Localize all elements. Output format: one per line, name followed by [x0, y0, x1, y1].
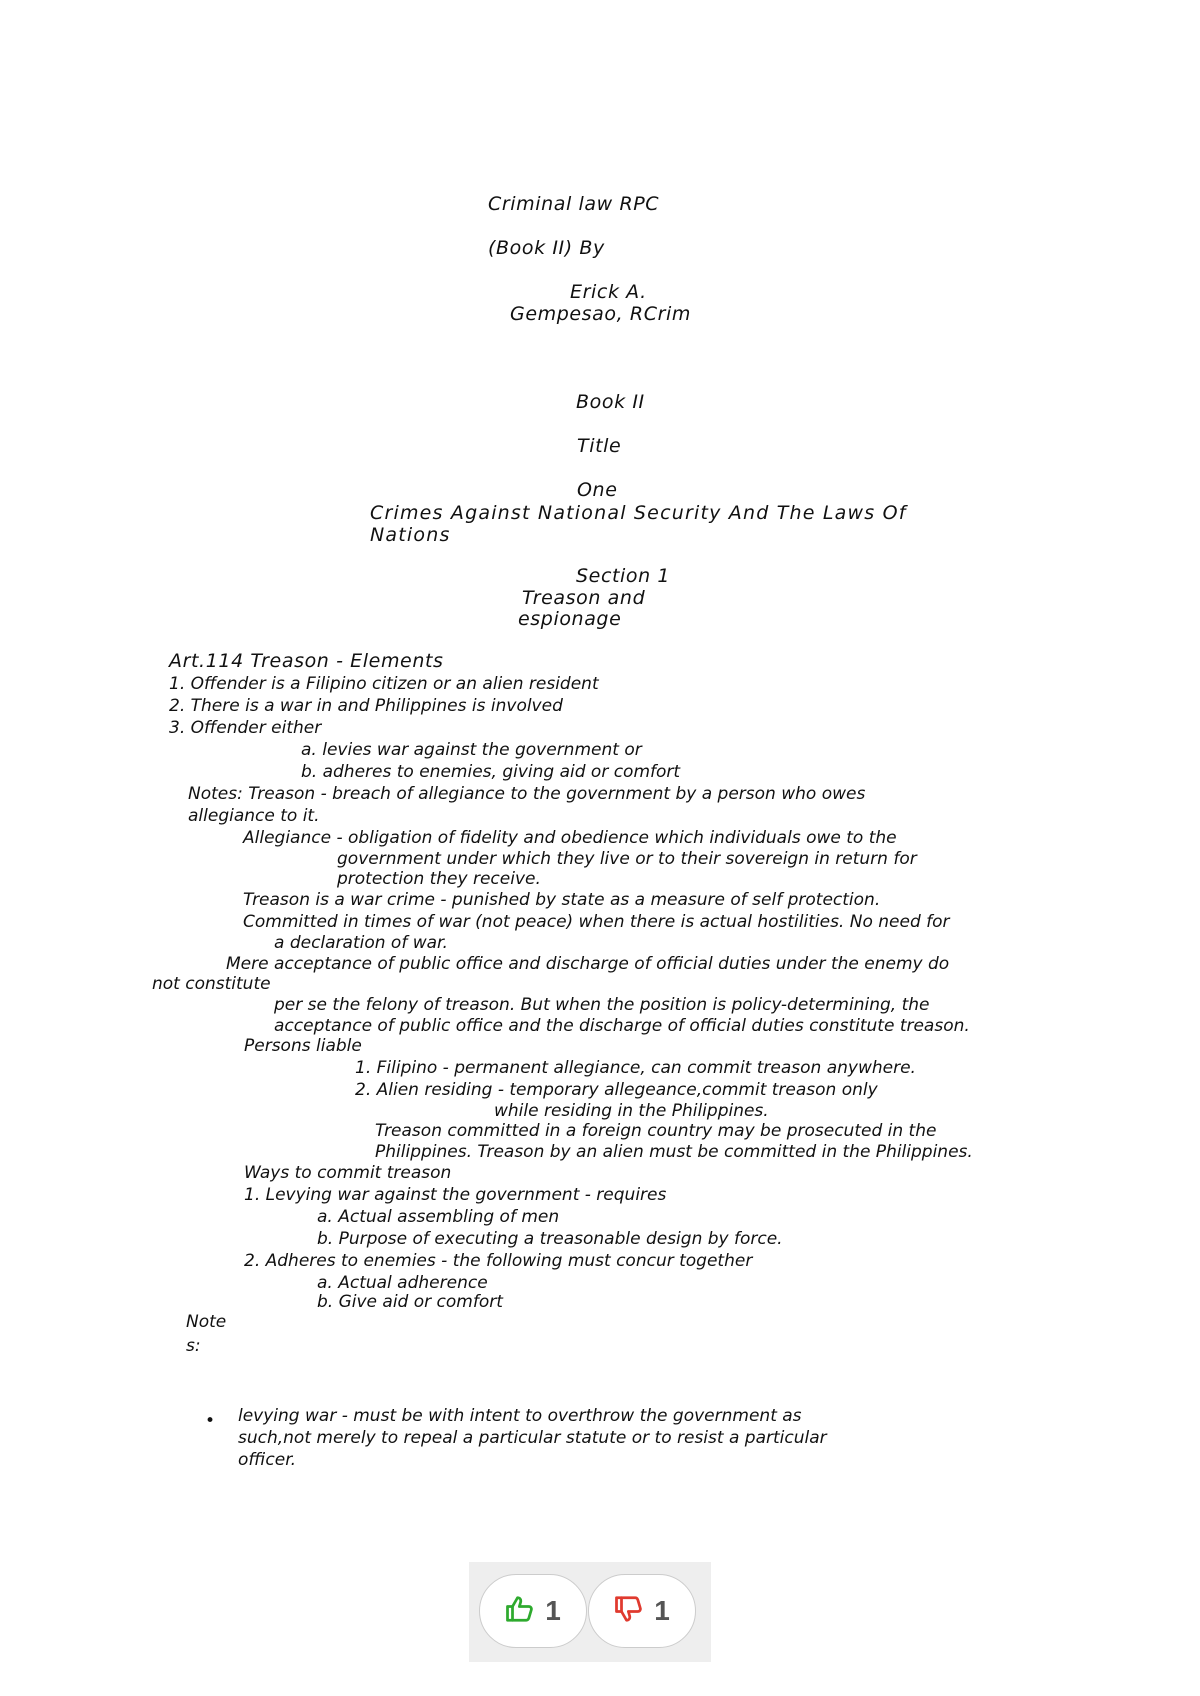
way-item-2: 2. Adheres to enemies - the following must concur together: [244, 1251, 753, 1271]
bullet-line2: such,not merely to repeal a particular statute or to resist a particular: [238, 1428, 827, 1448]
doc-title-line2: (Book II) By: [488, 237, 605, 259]
element-item: 1. Offender is a Filipino citizen or an alien resident: [169, 674, 599, 694]
crimes-heading-line2: Nations: [370, 524, 451, 546]
allegiance-line1: Allegiance - obligation of fidelity and obedience which individuals owe to the: [243, 828, 897, 848]
vote-widget: [469, 1562, 711, 1662]
war-crime-line: Treason is a war crime - punished by state as a measure of self protection.: [243, 890, 881, 910]
committed-line1: Committed in times of war (not peace) when there is actual hostilities. No need for: [243, 912, 950, 932]
bullet-line1: levying war - must be with intent to overthrow the government as: [238, 1406, 802, 1426]
way-item-2a: a. Actual adherence: [317, 1273, 488, 1293]
downvote-count: 1: [654, 1595, 670, 1626]
mere-acceptance-line2: not constitute: [152, 974, 271, 994]
committed-line2: a declaration of war.: [274, 933, 448, 953]
element-item: 2. There is a war in and Philippines is involved: [169, 696, 563, 716]
notes-line2: allegiance to it.: [188, 806, 320, 826]
bullet-line3: officer.: [238, 1450, 297, 1470]
either-option-b: b. adheres to enemies, giving aid or comfort: [301, 762, 681, 782]
author-line1: Erick A.: [570, 281, 647, 303]
liable-item-2: 2. Alien residing - temporary allegeance,commit treason only: [355, 1080, 878, 1100]
mere-acceptance-line1: Mere acceptance of public office and discharge of official duties under the enemy do: [226, 954, 950, 974]
section-sub-line2: espionage: [518, 608, 622, 630]
allegiance-line2: government under which they live or to their sovereign in return for: [337, 849, 917, 869]
way-item-1a: a. Actual assembling of men: [317, 1207, 560, 1227]
article-heading: Art.114 Treason - Elements: [169, 650, 444, 672]
notes2-line1: Note: [186, 1312, 227, 1332]
notes-line1: Notes: Treason - breach of allegiance to the government by a person who owes: [188, 784, 866, 804]
upvote-count: 1: [545, 1595, 561, 1626]
foreign-line1: Treason committed in a foreign country may be prosecuted in the: [375, 1121, 937, 1141]
title-word: Title: [577, 435, 622, 457]
doc-title-line1: Criminal law RPC: [488, 193, 660, 215]
bullet-dot: •: [205, 1411, 216, 1431]
liable-item-2-cont: while residing in the Philippines.: [494, 1101, 769, 1121]
per-se-line2: acceptance of public office and the discharge of official duties constitute treason.: [274, 1016, 970, 1036]
thumbs-down-icon: [614, 1594, 654, 1628]
thumbs-up-icon: [505, 1594, 545, 1628]
way-item-1: 1. Levying war against the government - requires: [244, 1185, 667, 1205]
foreign-line2: Philippines. Treason by an alien must be committed in the Philippines.: [375, 1142, 973, 1162]
section-heading: Section 1: [576, 565, 671, 587]
persons-liable-heading: Persons liable: [244, 1036, 362, 1056]
section-sub-line1: Treason and: [522, 587, 646, 609]
crimes-heading-line1: Crimes Against National Security And The Laws Of: [370, 502, 907, 524]
either-option-a: a. levies war against the government or: [301, 740, 642, 760]
way-item-1b: b. Purpose of executing a treasonable design by force.: [317, 1229, 783, 1249]
ways-heading: Ways to commit treason: [244, 1163, 452, 1183]
upvote-button[interactable]: [479, 1574, 587, 1648]
title-number: One: [577, 479, 618, 501]
notes2-line2: s:: [186, 1336, 201, 1356]
book-heading: Book II: [576, 391, 645, 413]
element-item: 3. Offender either: [169, 718, 322, 738]
allegiance-line3: protection they receive.: [337, 869, 541, 889]
per-se-line1: per se the felony of treason. But when the position is policy-determining, the: [274, 995, 930, 1015]
downvote-button[interactable]: [588, 1574, 696, 1648]
liable-item-1: 1. Filipino - permanent allegiance, can commit treason anywhere.: [355, 1058, 916, 1078]
way-item-2b: b. Give aid or comfort: [317, 1292, 503, 1312]
author-line2: Gempesao, RCrim: [510, 303, 691, 325]
